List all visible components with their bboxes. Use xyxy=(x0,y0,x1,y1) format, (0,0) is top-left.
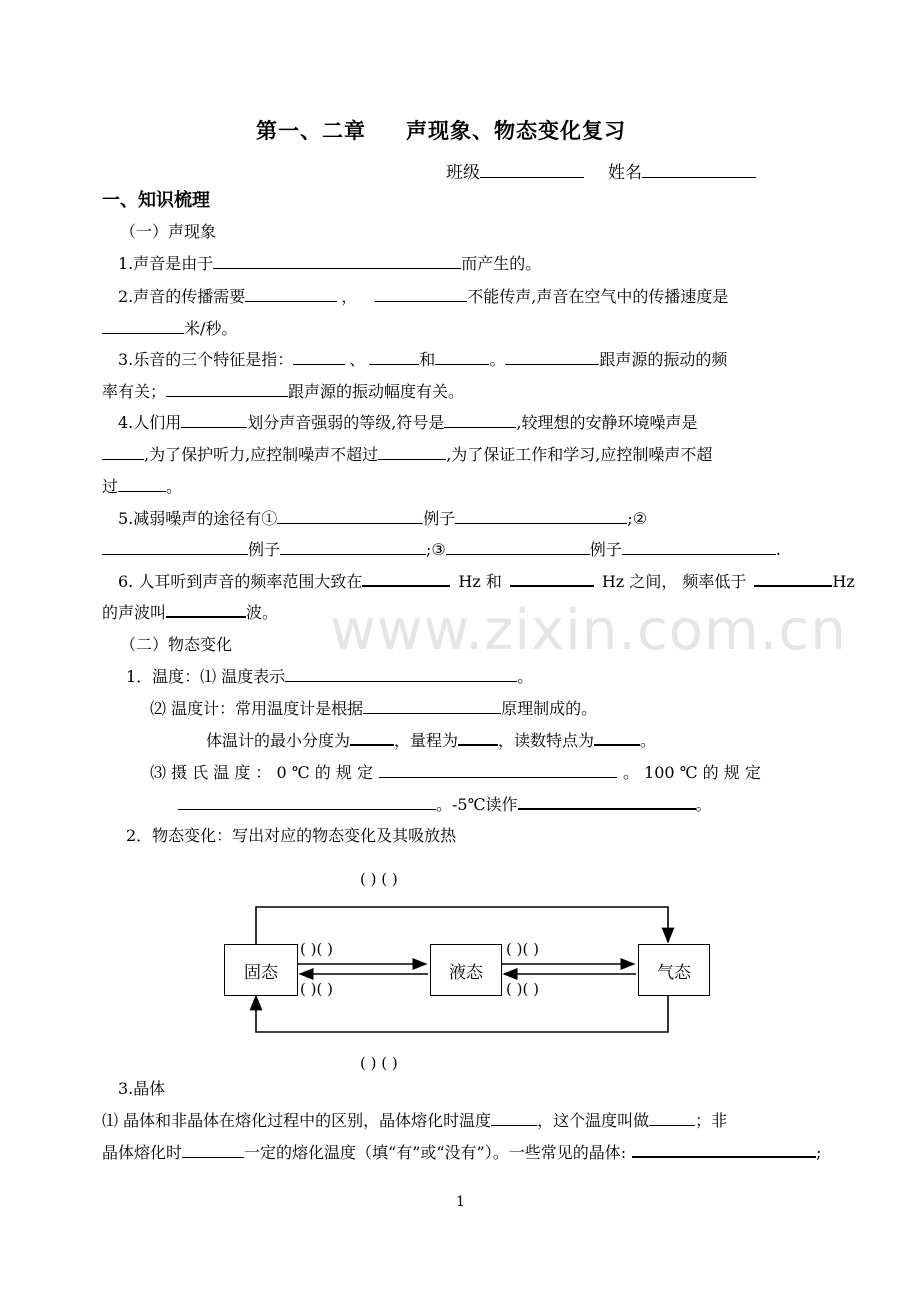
title-chapter: 第一、二章 xyxy=(256,118,366,143)
sound-q2 xyxy=(118,284,728,307)
t4-blank-1[interactable] xyxy=(379,761,617,778)
t3-blank-1[interactable] xyxy=(350,728,394,746)
t3-text-c: ，读数特点为 xyxy=(498,731,595,750)
t4-text-d: 。 xyxy=(695,795,712,814)
c31-text-b: ，这个温度叫做 xyxy=(537,1111,650,1130)
liquid-gas-bottom-blanks[interactable]: ( )( ) xyxy=(506,980,539,998)
sound-q6 xyxy=(118,569,855,592)
q4-blank-2[interactable] xyxy=(444,411,516,428)
q5-blank-2[interactable] xyxy=(455,507,627,524)
q3-text-d: 。 xyxy=(489,350,506,369)
c31-blank-4[interactable] xyxy=(632,1140,816,1158)
q3-text-g: 跟声源的振动幅度有关。 xyxy=(288,382,465,401)
t3-text-a: 体温计的最小分度为 xyxy=(206,731,351,750)
q6-blank-3[interactable] xyxy=(754,569,832,587)
gas-box: 气态 xyxy=(638,944,710,996)
sound-q4-cont2 xyxy=(102,474,182,497)
q4-text-e: ,为了保证工作和学习,应控制噪声不超 xyxy=(446,445,713,464)
sound-q5 xyxy=(118,506,647,529)
watermark-text: www.zixin.com.cn xyxy=(330,598,847,663)
q2-text-d: 米/秒。 xyxy=(184,319,238,338)
temp-q1 xyxy=(126,664,533,687)
t2-text-a: ⑵ 温度计：常用温度计是根据 xyxy=(150,699,364,718)
solid-liquid-bottom-blanks[interactable]: ( )( ) xyxy=(300,980,333,998)
q2-blank-1[interactable] xyxy=(245,285,337,302)
bottom-paren-blanks[interactable]: ( ) ( ) xyxy=(360,1054,398,1072)
c31-text-d: 晶体熔化时 xyxy=(102,1143,183,1162)
page-number: 1 xyxy=(456,1194,465,1210)
t4-text-a: ⑶ 摄 氏 温 度 ： 0 ℃ 的 规 定 xyxy=(150,763,373,782)
q5-text-g: . xyxy=(775,540,781,559)
sound-q5-cont xyxy=(102,537,781,560)
t1-blank[interactable] xyxy=(285,665,517,682)
q2-text-c: 不能传声,声音在空气中的传播速度是 xyxy=(467,287,729,306)
t3-text-b: ，量程为 xyxy=(394,731,459,750)
q3-text-a: 3.乐音的三个特征是指： xyxy=(118,350,294,369)
q4-text-c: ,较理想的安静环境噪声是 xyxy=(516,413,698,432)
c31-text-c: ；非 xyxy=(695,1111,728,1130)
q4-text-a: 4.人们用 xyxy=(118,413,182,432)
q6-text-a: 6. 人耳听到声音的频率范围大致在 xyxy=(118,572,363,591)
state-heading: （二）物态变化 xyxy=(120,635,233,654)
c31-text-a: ⑴ 晶体和非晶体在熔化过程中的区别，晶体熔化时温度 xyxy=(102,1111,492,1130)
c31-blank-2[interactable] xyxy=(649,1109,695,1126)
temp-q2 xyxy=(150,696,597,719)
section-heading: 一、知识梳理 xyxy=(102,190,210,211)
t4-blank-2[interactable] xyxy=(178,793,436,810)
q6-blank-2[interactable] xyxy=(510,569,594,587)
c31-text-e: 一定的熔化温度（填“有”或“没有”）。一些常见的晶体: xyxy=(244,1143,627,1162)
sound-q4-cont xyxy=(102,442,712,465)
sound-q4 xyxy=(118,410,697,433)
class-name-row xyxy=(446,158,756,183)
q5-blank-6[interactable] xyxy=(622,538,776,555)
state-diagram xyxy=(210,860,730,1080)
t2-text-b: 原理制成的。 xyxy=(501,699,598,718)
c31-text-f: ; xyxy=(816,1143,822,1162)
q4-text-b: 划分声音强弱的等级,符号是 xyxy=(247,413,445,432)
q2-blank-3[interactable] xyxy=(102,317,184,334)
q6-text-b: Hz 和 xyxy=(458,572,502,591)
q1-text-b: 而产生的。 xyxy=(461,254,542,273)
q5-blank-1[interactable] xyxy=(277,507,423,524)
liquid-box: 液态 xyxy=(430,944,502,996)
t1-text-a: 1．温度：⑴ 温度表示 xyxy=(126,667,286,686)
q6-text-d: Hz xyxy=(832,572,855,591)
crystal-q1-cont xyxy=(102,1140,822,1163)
sound-q3-cont xyxy=(102,379,464,402)
t3-text-d: 。 xyxy=(640,731,657,750)
q4-text-g: 。 xyxy=(166,477,183,496)
class-label: 班级 xyxy=(446,163,480,183)
t4-blank-3[interactable] xyxy=(518,792,696,810)
q3-text-e: 跟声源的振动的频 xyxy=(599,350,728,369)
t4-text-b: 。 100 ℃ 的 规 定 xyxy=(622,763,761,782)
q6-blank-4[interactable] xyxy=(166,600,246,618)
q3-text-b: 、 xyxy=(349,350,366,369)
t2-blank[interactable] xyxy=(363,697,501,714)
q3-blank-4[interactable] xyxy=(505,348,599,365)
c31-blank-3[interactable] xyxy=(182,1141,244,1158)
q2-text-a: 2.声音的传播需要 xyxy=(118,287,246,306)
q1-blank[interactable] xyxy=(213,252,461,269)
temp-q3 xyxy=(206,728,656,751)
sound-q3 xyxy=(118,347,727,370)
arrow-gas-to-solid xyxy=(256,994,668,1032)
t3-blank-3[interactable] xyxy=(594,728,640,746)
q4-text-f: 过 xyxy=(102,477,119,496)
q6-text-c: Hz 之间， 频率低于 xyxy=(601,572,747,591)
q2-blank-2[interactable] xyxy=(375,285,467,302)
t3-blank-2[interactable] xyxy=(458,728,498,746)
q4-blank-1[interactable] xyxy=(181,411,247,428)
page-title xyxy=(256,115,626,145)
sound-heading: （一）声现象 xyxy=(120,222,217,241)
q5-blank-4[interactable] xyxy=(280,538,426,555)
liquid-gas-top-blanks[interactable]: ( )( ) xyxy=(506,940,539,958)
q5-text-e: ;③ xyxy=(426,540,446,559)
q5-text-d: 例子 xyxy=(248,540,281,559)
q4-text-d: ,为了保护听力,应控制噪声不超过 xyxy=(144,445,379,464)
q5-blank-3[interactable] xyxy=(102,538,248,555)
crystal-heading: 3.晶体 xyxy=(118,1079,166,1098)
q4-blank-3[interactable] xyxy=(102,443,144,460)
solid-liquid-top-blanks[interactable]: ( )( ) xyxy=(300,940,333,958)
q5-text-f: 例子 xyxy=(589,540,622,559)
name-blank[interactable] xyxy=(642,161,756,178)
q4-blank-5[interactable] xyxy=(118,475,166,492)
name-label: 姓名 xyxy=(608,163,642,183)
q6-text-e: 的声波叫 xyxy=(102,603,167,622)
q4-blank-4[interactable] xyxy=(378,443,446,460)
q3-blank-2[interactable] xyxy=(369,348,419,365)
title-topic: 声现象、物态变化复习 xyxy=(406,118,626,143)
sound-q6-cont xyxy=(102,600,278,623)
class-blank[interactable] xyxy=(480,161,584,178)
crystal-q1 xyxy=(102,1108,727,1131)
state-change-heading: 2．物态变化：写出对应的物态变化及其吸放热 xyxy=(126,826,457,845)
q3-blank-5[interactable] xyxy=(166,380,288,397)
sound-q2-cont xyxy=(102,316,237,339)
q3-text-f: 率有关； xyxy=(102,382,167,401)
q5-text-a: 5.减弱噪声的途径有① xyxy=(118,509,278,528)
sound-q1 xyxy=(118,251,541,274)
q3-blank-3[interactable] xyxy=(435,348,489,365)
q1-text-a: 1.声音是由于 xyxy=(118,254,214,273)
temp-q4 xyxy=(150,760,761,783)
q5-text-c: ;② xyxy=(627,509,648,528)
t4-text-c: 。-5℃读作 xyxy=(436,795,518,814)
q2-text-b: ， xyxy=(341,287,358,306)
t1-text-b: 。 xyxy=(517,667,534,686)
c31-blank-1[interactable] xyxy=(491,1109,537,1126)
q5-text-b: 例子 xyxy=(423,509,456,528)
q3-blank-1[interactable] xyxy=(293,348,345,365)
top-paren-blanks[interactable]: ( ) ( ) xyxy=(360,870,398,888)
q3-text-c: 和 xyxy=(419,350,436,369)
solid-box: 固态 xyxy=(224,944,298,996)
q6-text-f: 波。 xyxy=(246,603,279,622)
temp-q4-cont xyxy=(178,792,712,815)
q6-blank-1[interactable] xyxy=(362,569,450,587)
q5-blank-5[interactable] xyxy=(446,538,590,555)
